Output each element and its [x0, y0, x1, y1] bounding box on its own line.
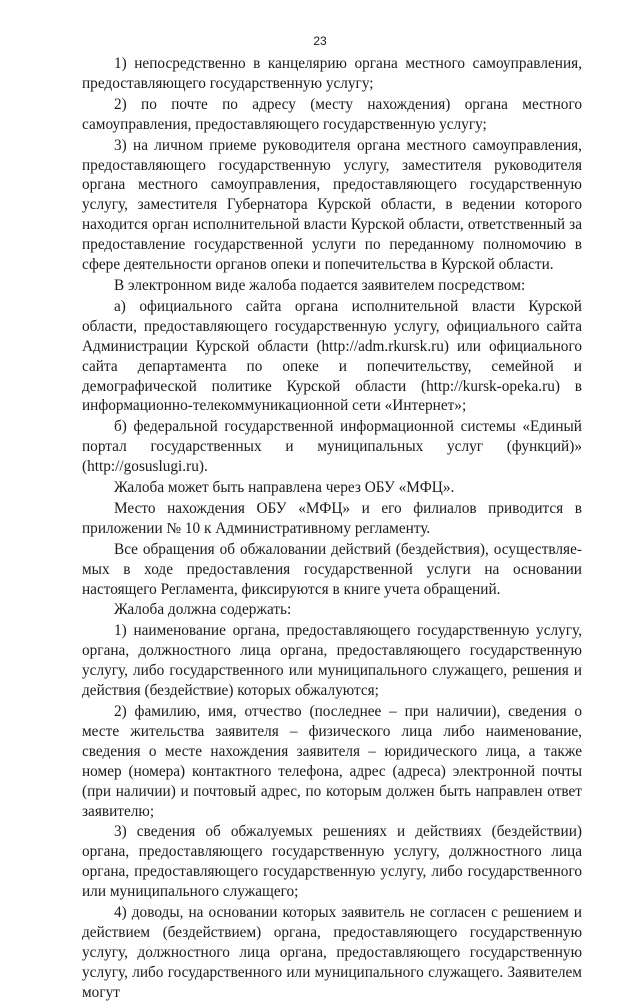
paragraph: 3) на личном приеме руководителя органа местного самоуправления, предоставляющего государственную услугу, заместителя руководителя органа местного самоуправления, предоставляющего государственную услугу, заместителя Губернатора Курской области, в ведении которого находится орган исполнительной власти Курской области, ответственный за предоставление государственной услуги по переданному полномочию в сфере деятельности органов опеки и попечительства в Курской области. [82, 136, 582, 274]
body-text [82, 54, 582, 1004]
paragraph: В электронном виде жалоба подается заявителем посредством: [114, 276, 526, 294]
paragraph: Все обращения об обжаловании действий (бездействия), осуществляемых в ходе предоставления государственной услуги на основании настоящего Регламента, фиксируются в книге учета обращений. [82, 540, 582, 598]
paragraph: 1) наименование органа, предоставляющего государственную услугу, органа, должностного лица органа, предоставляющего государственную услугу, либо государственного или муниципального служащего, решения и действия (бездействие) которых обжалуются; [82, 622, 582, 700]
paragraph: 2) по почте по адресу (месту нахождения) органа местного самоуправления, предоставляющего государственную услугу; [82, 95, 582, 133]
paragraph: Жалоба должна содержать: [114, 601, 292, 619]
paragraph: 1) непосредственно в канцелярию органа местного самоуправления, предоставляющего государственную услугу; [82, 55, 582, 92]
paragraph: Жалоба может быть направлена через ОБУ «МФЦ». [114, 479, 455, 497]
paragraph: Место нахождения ОБУ «МФЦ» и его филиалов приводится в приложении № 10 к Административному регламенту. [82, 499, 582, 537]
paragraph: 4) доводы, на основании которых заявитель не согласен с решением и действием (бездействием) органа, предоставляющего государственную услугу, должностного лица органа, предоставляющего государственную услугу, либо государственного или муниципального служащего. Заявителем могут [82, 904, 582, 1001]
paragraph: а) официального сайта органа исполнительной власти Курской области, предоставляющего государственную услугу, официального сайта Администрации Курской области (http://adm.rkursk.ru) или официального сайта департамента по опеке и попечительству, семейной и демографической политике Курской области (http://kursk-opeka.ru) в информационно-телекоммуникационной сети «Интернет»; [82, 297, 582, 415]
page-number: 23 [313, 34, 327, 48]
paragraph: б) федеральной государственной информационной системы «Единый портал государственных и муниципальных услуг (функций)» (http://gosuslugi.ru). [82, 418, 582, 476]
paragraph: 3) сведения об обжалуемых решениях и действиях (бездействии) органа, предоставляющего государственную услугу, должностного лица органа, предоставляющего государственную услугу, либо государственного или муниципального служащего; [82, 823, 582, 901]
paragraph: 2) фамилию, имя, отчество (последнее – при наличии), сведения о месте жительства заявителя – физического лица либо наименование, сведения о месте нахождения заявителя – юридического лица, а также номер (номера) контактного телефона, адрес (адреса) электронной почты (при наличии) и почтовый адрес, по которым должен быть направлен ответ заявителю; [82, 703, 582, 820]
